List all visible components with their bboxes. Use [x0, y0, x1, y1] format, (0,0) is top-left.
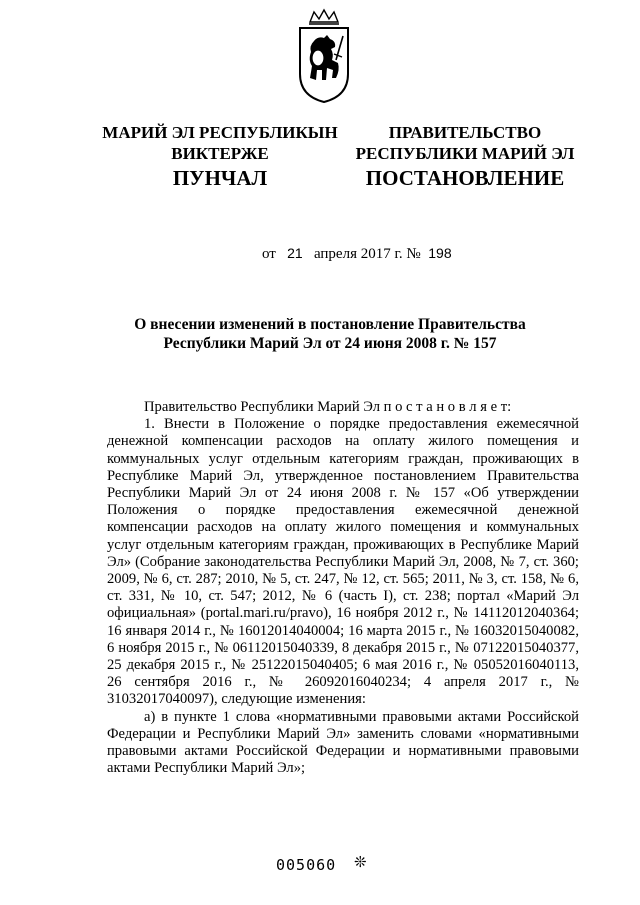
- document-kind-russian: ПОСТАНОВЛЕНИЕ: [365, 166, 565, 190]
- date-month-year: апреля 2017 г. №: [313, 246, 421, 262]
- date-day: 21: [287, 245, 303, 261]
- subject-line1: О внесении изменений в постановление Правительства: [134, 316, 526, 333]
- header-right-line1: ПРАВИТЕЛЬСТВО: [388, 123, 542, 142]
- serial-number: 005060: [276, 856, 337, 874]
- document-kind-mari: ПУНЧАЛ: [172, 166, 268, 190]
- header-left-line2: ВИКТЕРЖЕ: [171, 144, 269, 163]
- body-paragraph-2: а) в пункте 1 слова «нормативными правовыми актами Российской Федерации и Республики Марий Эл» заменить словами «нормативными правовыми актами Российской Федерации и нормативными правовыми актами Республики Марий Эл»;: [107, 708, 579, 777]
- header-left-line1: МАРИЙ ЭЛ РЕСПУБЛИКЫН: [102, 123, 338, 142]
- decorative-mark-icon: ❊: [354, 855, 367, 871]
- date-and-number: [262, 245, 452, 263]
- subject-line2: Республики Марий Эл от 24 июня 2008 г. № 157: [163, 335, 497, 352]
- document-body: [107, 399, 579, 777]
- header-right-line2: РЕСПУБЛИКИ МАРИЙ ЭЛ: [355, 144, 575, 163]
- document-number: 198: [428, 245, 452, 261]
- coat-of-arms-bear-icon: [296, 8, 352, 106]
- body-intro: Правительство Республики Марий Эл п о с т а н о в л я е т:: [144, 399, 512, 415]
- header-right: [345, 122, 585, 164]
- body-paragraph-1: 1. Внести в Положение о порядке предоставления ежемесячной денежной компенсации расходов на оплату жилого помещения и коммунальных услуг отдельным категориям граждан, проживающих в Республике Марий Эл, утвержденное постановлением Правительства Республики Марий Эл от 24 июня 2008 г. № 157 «Об утверждении Положения о порядке предоставления ежемесячной денежной компенсации расходов на оплату жилого помещения и коммунальных услуг отдельным категориям граждан, проживающих в Республике Марий Эл» (Собрание законодательства Республики Марий Эл, 2008, № 7, ст. 360; 2009, № 6, ст. 287; 2010, № 5, ст. 247, № 12, ст. 565; 2011, № 3, ст. 158, № 6, ст. 331, № 10, ст. 547; 2012, № 6 (часть I), ст. 238; портал «Марий Эл официальная» (portal.mari.ru/pravo), 16 ноября 2012 г., № 14112012040364; 16 января 2014 г., № 16012014040004; 16 марта 2015 г., № 16032015040082, 6 ноября 2015 г., № 06112015040339, 8 декабря 2015 г., № 07122015040377, 25 декабря 2015 г., № 25122015040405; 6 мая 2016 г., № 05052016040113, 26 сентября 2016 г., № 26092016040234; 4 апреля 2017 г., № 31032017040097), следующие изменения:: [107, 416, 579, 708]
- document-subject: [100, 315, 560, 353]
- header-left: [95, 122, 345, 164]
- date-prefix: от: [262, 246, 276, 262]
